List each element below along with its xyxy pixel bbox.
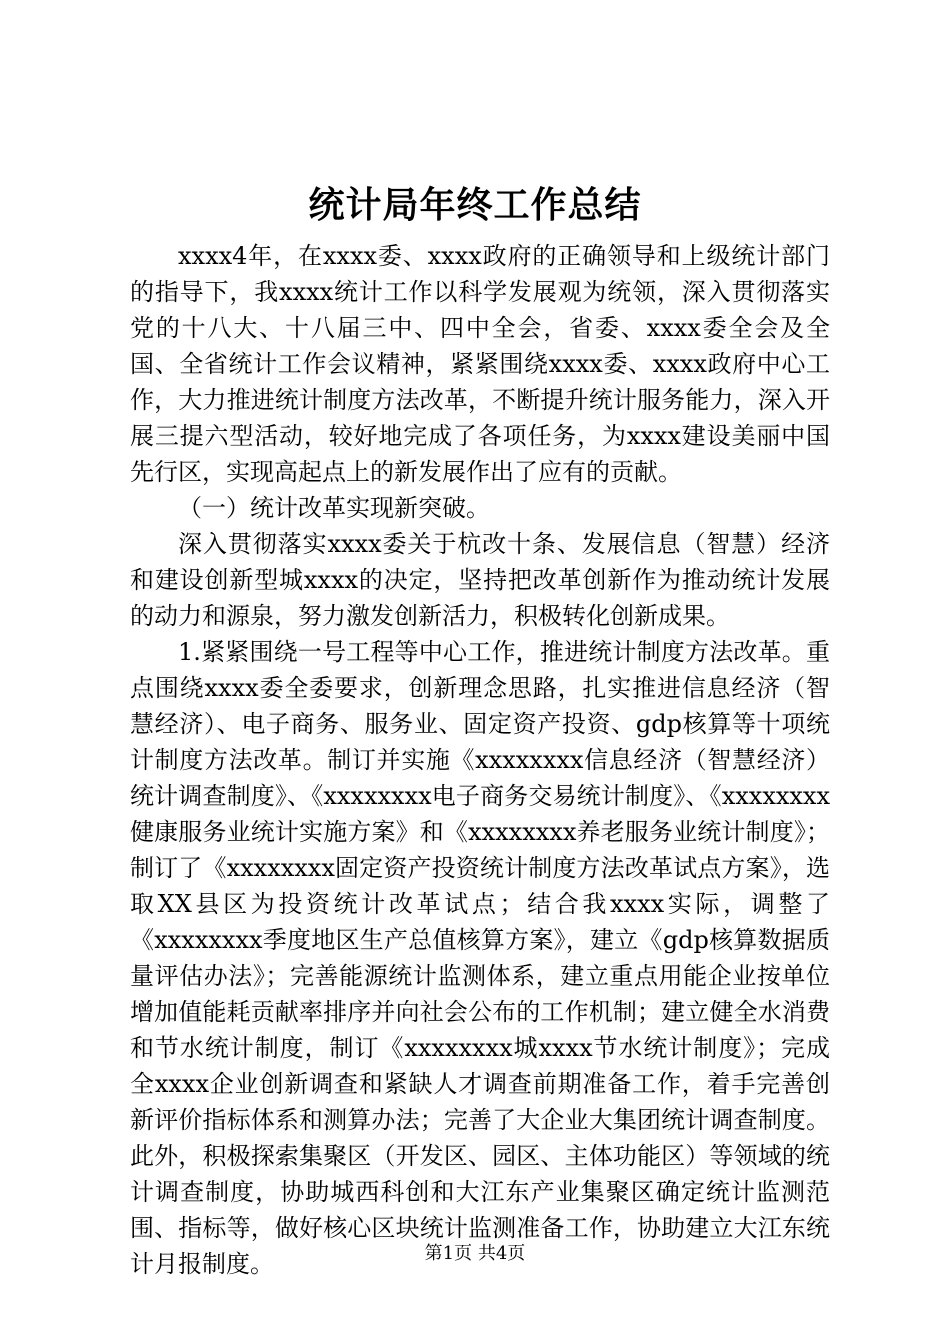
paragraph-item-1: 1.紧紧围绕一号工程等中心工作，推进统计制度方法改革。重点围绕xxxx委全委要求，创新理念思路，扎实推进信息经济（智慧经济）、电子商务、服务业、固定资产投资、gdp核算等十项统计制度方法改革。制订并实施《xxxxxxxx信息经济（智慧经济）统计调查制度》、《xxxxxxxx电子商务交易统计制度》、《xxxxxxxx健康服务业统计实施方案》和《xxxxxxxx养老服务业统计制度》；制订了《xxxxxxxx固定资产投资统计制度方法改革试点方案》，选取XX县区为投资统计改革试点；结合我xxxx实际，调整了《xxxxxxxx季度地区生产总值核算方案》，建立《gdp核算数据质量评估办法》；完善能源统计监测体系，建立重点用能企业按单位增加值能耗贡献率排序并向社会公布的工作机制；建立健全水消费和节水统计制度，制订《xxxxxxxx城xxxx节水统计制度》；完成全xxxx企业创新调查和紧缺人才调查前期准备工作，着手完善创新评价指标体系和测算办法；完善了大企业大集团统计调查制度。此外，积极探索集聚区（开发区、园区、主体功能区）等领域的统计调查制度，协助城西科创和大江东产业集聚区确定统计监测范围、指标等，做好核心区块统计监测准备工作，协助建立大江东统计月报制度。 [130, 638, 830, 1278]
paragraph-intro: xxxx4年，在xxxx委、xxxx政府的正确领导和上级统计部门的指导下，我xxxx统计工作以科学发展观为统领，深入贯彻落实党的十八大、十八届三中、四中全会，省委、xxxx委全会及全国、全省统计工作会议精神，紧紧围绕xxxx委、xxxx政府中心工作，大力推进统计制度方法改革，不断提升统计服务能力，深入开展三提六型活动，较好地完成了各项任务，为xxxx建设美丽中国先行区，实现高起点上的新发展作出了应有的贡献。 [130, 242, 830, 486]
document-body [130, 238, 830, 1282]
section-heading-1: （一）统计改革实现新突破。 [178, 494, 490, 522]
paragraph-section-1: 深入贯彻落实xxxx委关于杭改十条、发展信息（智慧）经济和建设创新型城xxxx的决定，坚持把改革创新作为推动统计发展的动力和源泉，努力激发创新活力，积极转化创新成果。 [130, 530, 830, 630]
document-title: 统计局年终工作总结 [308, 184, 642, 226]
page-number-footer: 第1页 共4页 [424, 1243, 526, 1264]
